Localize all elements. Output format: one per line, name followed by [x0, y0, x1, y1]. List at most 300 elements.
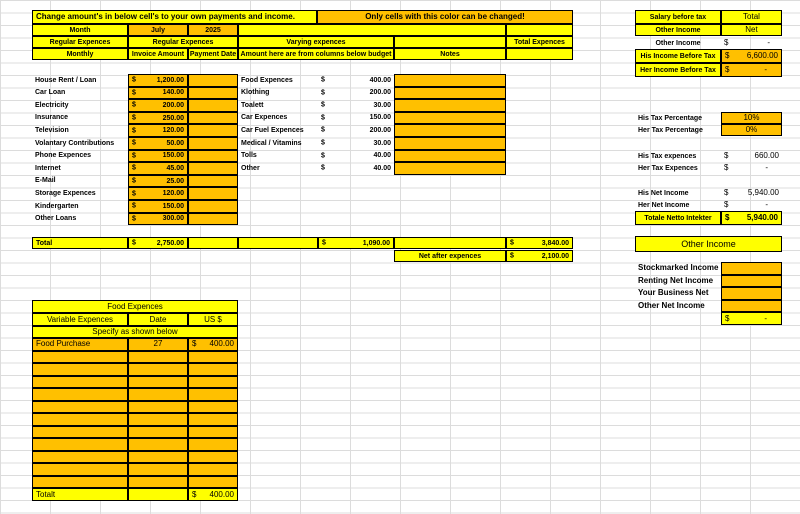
monthly-header — [32, 48, 128, 60]
varying-expence-amount — [318, 137, 394, 149]
varying-expence-label-text: Medical / Vitamins — [241, 139, 302, 147]
her-net-value: - — [765, 200, 768, 209]
food-amount-input[interactable] — [188, 351, 238, 364]
instruction-text: Change amount's in below cell's to your own payments and income. — [36, 12, 295, 21]
varying-note-input[interactable] — [394, 162, 506, 175]
food-total-label-cell — [32, 488, 128, 501]
her-tax-value-cell — [721, 162, 782, 174]
other-income-value-cell — [721, 37, 782, 49]
total-expences-header — [506, 36, 573, 48]
regular-expence-amount-text: 120.00 — [162, 190, 184, 198]
his-tax-pct-value: 10% — [743, 113, 760, 122]
varying-expence-amount-text: 30.00 — [373, 139, 391, 147]
food-item-input[interactable] — [32, 451, 128, 464]
food-col1-label: Variable Expences — [46, 314, 114, 324]
regular-total-value: 2,750.00 — [156, 239, 184, 247]
other-income-total-value: - — [764, 313, 767, 323]
currency-symbol: $ — [725, 313, 730, 323]
currency-symbol: $ — [132, 190, 136, 198]
varying-note-input[interactable] — [394, 124, 506, 137]
other-income-row-label — [635, 287, 721, 300]
regular-expence-label-text: Internet — [35, 164, 61, 172]
payment-date-input[interactable] — [188, 99, 238, 112]
his-tax-label: His Tax expences — [638, 152, 697, 160]
varying-note-input[interactable] — [394, 87, 506, 100]
regular-expence-amount[interactable] — [128, 124, 188, 137]
payment-date-input[interactable] — [188, 162, 238, 175]
varying-expence-amount — [318, 87, 394, 99]
regular-expence-label-text: Other Loans — [35, 215, 77, 223]
total-blank-cell — [394, 237, 506, 249]
regular-expence-label-text: Electricity — [35, 101, 69, 109]
salary-total-label: Total — [743, 12, 760, 21]
her-tax-pct-value: 0% — [745, 125, 758, 134]
regular-expence-label — [32, 99, 128, 111]
varying-expence-label-text: Car Expences — [241, 114, 288, 122]
varying-expence-amount-text: 40.00 — [373, 164, 391, 172]
food-item-input[interactable] — [32, 438, 128, 451]
net-after-label-cell — [394, 250, 506, 262]
other-income-input[interactable] — [721, 275, 782, 288]
currency-symbol: $ — [132, 177, 136, 185]
year-input-cell[interactable] — [188, 24, 238, 36]
other-income-row-label-text: Your Business Net — [638, 288, 709, 298]
regular-expence-amount-text: 50.00 — [166, 139, 184, 147]
currency-symbol: $ — [132, 101, 136, 109]
currency-symbol: $ — [132, 114, 136, 122]
regular-expence-amount-text: 45.00 — [166, 164, 184, 172]
regular-expence-label — [32, 74, 128, 86]
food-amount-input[interactable] — [188, 388, 238, 401]
currency-symbol: $ — [321, 126, 325, 134]
month-input-cell[interactable] — [128, 24, 188, 36]
year-value: 2025 — [205, 26, 221, 34]
regular-expences-header-2 — [128, 36, 238, 48]
food-title: Food Expences — [107, 301, 163, 311]
regular-expence-label — [32, 137, 128, 149]
currency-symbol: $ — [321, 139, 325, 147]
food-date-input[interactable] — [128, 338, 188, 351]
his-net-value: 5,940.00 — [747, 188, 779, 197]
food-date-input[interactable] — [128, 351, 188, 364]
his-tax-pct-label: His Tax Percentage — [638, 114, 703, 122]
food-amount-input[interactable] — [188, 426, 238, 439]
food-amount-input[interactable] — [188, 338, 238, 351]
her-net-label-cell — [635, 199, 721, 211]
his-tax-label-cell — [635, 150, 721, 162]
varying-expence-label — [238, 124, 318, 136]
varying-expence-amount-text: 200.00 — [369, 89, 391, 97]
his-net-label-cell — [635, 187, 721, 199]
total-net-value-cell — [721, 211, 782, 225]
his-tax-pct-input-cell[interactable] — [721, 112, 782, 124]
regular-expence-amount-text: 150.00 — [162, 202, 184, 210]
currency-symbol: $ — [321, 89, 325, 97]
currency-symbol: $ — [321, 101, 325, 109]
invoice-amount-header — [128, 48, 188, 60]
varying-note-input[interactable] — [394, 74, 506, 87]
regular-expence-amount[interactable] — [128, 137, 188, 150]
other-income-row-label — [635, 262, 721, 275]
food-date-input[interactable] — [128, 426, 188, 439]
instruction-banner — [32, 10, 317, 24]
food-date-input[interactable] — [128, 438, 188, 451]
regular-expence-label — [32, 187, 128, 199]
her-tax-label: Her Tax Expences — [638, 164, 698, 172]
his-tax-value-cell — [721, 150, 782, 162]
currency-symbol: $ — [510, 252, 514, 260]
food-col-date — [128, 313, 188, 326]
her-net-label: Her Net Income — [638, 201, 690, 209]
column-header-text: Total Expences — [514, 38, 565, 46]
regular-expence-amount[interactable] — [128, 200, 188, 213]
regular-expence-label-text: House Rent / Loan — [35, 76, 97, 84]
varying-expence-label-text: Tolls — [241, 152, 257, 160]
her-income-label-cell — [635, 63, 721, 77]
food-item-input-text: Food Purchase — [36, 339, 91, 349]
varying-expence-amount — [318, 162, 394, 174]
currency-symbol: $ — [132, 89, 136, 97]
regular-expence-amount-text: 25.00 — [166, 177, 184, 185]
net-after-value-cell — [506, 250, 573, 262]
currency-symbol: $ — [725, 65, 730, 74]
notes-header — [394, 48, 506, 60]
regular-expence-amount-text: 200.00 — [162, 101, 184, 109]
other-income-input[interactable] — [721, 300, 782, 313]
food-amount-input[interactable] — [188, 463, 238, 476]
regular-expence-label — [32, 200, 128, 212]
currency-symbol: $ — [322, 239, 326, 247]
other-income-panel-title — [635, 236, 782, 252]
total-expences-cell — [506, 237, 573, 249]
regular-expence-amount-text: 300.00 — [162, 215, 184, 223]
varying-expence-label — [238, 74, 318, 86]
regular-expence-label-text: Television — [35, 126, 69, 134]
payment-date-input[interactable] — [188, 112, 238, 125]
food-item-input[interactable] — [32, 463, 128, 476]
his-net-value-cell — [721, 187, 782, 199]
currency-symbol: $ — [725, 213, 730, 222]
regular-expence-label — [32, 112, 128, 124]
payment-date-input[interactable] — [188, 137, 238, 150]
her-tax-value: - — [765, 163, 768, 172]
varying-expence-amount-text: 30.00 — [373, 101, 391, 109]
header-blank-cell — [394, 36, 506, 48]
regular-expence-label — [32, 87, 128, 99]
varying-expence-label — [238, 87, 318, 99]
varying-expence-label-text: Other — [241, 164, 260, 172]
currency-symbol: $ — [510, 239, 514, 247]
regular-expence-amount[interactable] — [128, 74, 188, 87]
total-label-cell — [32, 237, 128, 249]
her-income-input-cell[interactable] — [721, 63, 782, 77]
food-amount-input[interactable] — [188, 413, 238, 426]
regular-expence-label-text: Insurance — [35, 114, 69, 122]
regular-expence-label-text: Volantary Contributions — [35, 139, 115, 147]
header-blank-cell — [506, 48, 573, 60]
varying-expence-amount — [318, 112, 394, 124]
varying-note-input[interactable] — [394, 137, 506, 150]
food-total-value: 400.00 — [209, 489, 234, 499]
editable-color-note — [317, 10, 573, 24]
other-income-row-label-text: Other Net Income — [638, 300, 705, 310]
header-blank-cell — [506, 24, 573, 36]
payment-date-input[interactable] — [188, 200, 238, 213]
regular-expence-label-text: Storage Expences — [35, 189, 96, 197]
food-item-input[interactable] — [32, 401, 128, 414]
food-item-input[interactable] — [32, 426, 128, 439]
salary-header-left — [635, 10, 721, 24]
her-tax-pct-label: Her Tax Percentage — [638, 126, 703, 134]
payment-date-input[interactable] — [188, 124, 238, 137]
varying-expence-label — [238, 162, 318, 174]
food-date-input[interactable] — [128, 388, 188, 401]
food-amount-input-text: 400.00 — [209, 339, 234, 349]
net-label: Net — [745, 25, 758, 34]
varying-expence-label-text: Klothing — [241, 89, 270, 97]
currency-symbol: $ — [724, 163, 729, 172]
regular-expence-label — [32, 124, 128, 136]
amount-note-header — [238, 48, 394, 60]
varying-expences-header — [238, 36, 394, 48]
currency-symbol: $ — [321, 114, 325, 122]
food-col-variable — [32, 313, 128, 326]
food-amount-input[interactable] — [188, 438, 238, 451]
regular-expence-amount-text: 150.00 — [162, 152, 184, 160]
food-amount-input[interactable] — [188, 363, 238, 376]
food-amount-input[interactable] — [188, 451, 238, 464]
total-blank-cell — [238, 237, 318, 249]
currency-symbol: $ — [724, 200, 729, 209]
varying-expence-label — [238, 99, 318, 111]
food-item-input[interactable] — [32, 363, 128, 376]
month-label-cell — [32, 24, 128, 36]
other-income-row-label — [635, 300, 721, 313]
total-blank-cell — [188, 237, 238, 249]
her-tax-pct-input-cell[interactable] — [721, 124, 782, 136]
other-income-row-label-text: Stockmarked Income — [638, 263, 719, 273]
food-item-input[interactable] — [32, 376, 128, 389]
varying-expence-amount — [318, 99, 394, 111]
currency-symbol: $ — [132, 139, 136, 147]
other-income-row-label-cell — [635, 37, 721, 49]
varying-note-input[interactable] — [394, 99, 506, 112]
food-total-blank — [128, 488, 188, 501]
her-income-label: Her Income Before Tax — [640, 66, 716, 74]
total-net-value: 5,940.00 — [746, 213, 778, 222]
her-tax-label-cell — [635, 162, 721, 174]
regular-expences-header-1 — [32, 36, 128, 48]
payment-date-input[interactable] — [188, 87, 238, 100]
food-date-input[interactable] — [128, 413, 188, 426]
other-income-row-label — [635, 275, 721, 288]
regular-expence-label — [32, 175, 128, 187]
total-expences-value: 3,840.00 — [541, 239, 569, 247]
his-tax-pct-label-cell — [635, 112, 721, 124]
varying-expence-amount-text: 400.00 — [369, 76, 391, 84]
her-income-value: - — [764, 65, 767, 74]
total-label: Total — [36, 239, 53, 247]
column-header-text: Varying expences — [286, 38, 346, 46]
currency-symbol: $ — [321, 164, 325, 172]
total-net-label: Totale Netto Intekter — [644, 214, 712, 222]
regular-expence-label — [32, 150, 128, 162]
food-date-input[interactable] — [128, 363, 188, 376]
varying-expence-amount — [318, 150, 394, 162]
his-income-label-cell — [635, 49, 721, 63]
food-amount-input[interactable] — [188, 401, 238, 414]
food-col2-label: Date — [149, 314, 167, 324]
varying-expence-amount-text: 40.00 — [373, 152, 391, 160]
varying-expence-amount — [318, 124, 394, 136]
total-net-label-cell — [635, 211, 721, 225]
currency-symbol: $ — [132, 76, 136, 84]
regular-expence-label-text: Car Loan — [35, 89, 66, 97]
regular-expence-label-text: Kindergarten — [35, 202, 79, 210]
her-tax-pct-label-cell — [635, 124, 721, 136]
food-col3-label: US $ — [204, 314, 222, 324]
currency-symbol: $ — [132, 215, 136, 223]
food-amount-input[interactable] — [188, 376, 238, 389]
varying-expence-label — [238, 112, 318, 124]
editable-note-text: Only cells with this color can be changed! — [365, 12, 525, 21]
net-after-label: Net after expences — [418, 252, 482, 260]
regular-expence-amount[interactable] — [128, 112, 188, 125]
currency-symbol: $ — [724, 151, 729, 160]
his-income-input-cell[interactable] — [721, 49, 782, 63]
currency-symbol: $ — [724, 188, 729, 197]
regular-expence-label-text: E-Mail — [35, 177, 56, 185]
regular-expence-amount-text: 250.00 — [162, 114, 184, 122]
currency-symbol: $ — [132, 202, 136, 210]
food-col-amount — [188, 313, 238, 326]
varying-expence-amount-text: 150.00 — [369, 114, 391, 122]
column-header-text: Payment Date — [189, 50, 237, 58]
payment-date-input[interactable] — [188, 175, 238, 188]
other-income-label: Other Income — [655, 26, 701, 34]
column-header-text: Invoice Amount — [131, 50, 185, 58]
varying-expence-amount-text: 200.00 — [369, 126, 391, 134]
varying-total-cell — [318, 237, 394, 249]
food-item-input[interactable] — [32, 476, 128, 489]
currency-symbol: $ — [192, 339, 197, 349]
other-income-title: Other Income — [681, 238, 736, 249]
regular-expence-amount-text: 1,200.00 — [156, 76, 184, 84]
payment-date-input[interactable] — [188, 150, 238, 163]
food-item-input[interactable] — [32, 413, 128, 426]
food-item-input[interactable] — [32, 388, 128, 401]
month-value: July — [150, 26, 165, 34]
food-spec-row — [32, 326, 238, 338]
payment-date-header — [188, 48, 238, 60]
header-blank-cell — [238, 24, 506, 36]
currency-symbol: $ — [725, 51, 730, 60]
food-table-title — [32, 300, 238, 313]
food-total-label: Totalt — [36, 489, 56, 499]
his-tax-value: 660.00 — [754, 151, 779, 160]
column-header-text: Amount here are from columns below budget — [240, 50, 392, 58]
column-header-text: Notes — [440, 50, 460, 58]
other-income-row-label: Other Income — [655, 39, 701, 47]
regular-expence-label — [32, 162, 128, 174]
regular-expence-amount[interactable] — [128, 99, 188, 112]
food-date-input[interactable] — [128, 376, 188, 389]
currency-symbol: $ — [321, 76, 325, 84]
regular-expence-amount[interactable] — [128, 150, 188, 163]
food-amount-input[interactable] — [188, 476, 238, 489]
other-income-input[interactable] — [721, 262, 782, 275]
net-label-cell — [721, 24, 782, 36]
food-item-input[interactable] — [32, 338, 128, 351]
food-date-input[interactable] — [128, 401, 188, 414]
salary-header-right — [721, 10, 782, 24]
salary-header-label: Salary before tax — [649, 13, 707, 21]
food-date-input[interactable] — [128, 476, 188, 489]
her-net-value-cell — [721, 199, 782, 211]
his-income-label: His Income Before Tax — [640, 52, 716, 60]
payment-date-input[interactable] — [188, 213, 238, 226]
regular-expence-label — [32, 213, 128, 225]
his-income-value: 6,600.00 — [746, 51, 778, 60]
food-date-input[interactable] — [128, 463, 188, 476]
regular-expence-amount-text: 140.00 — [162, 89, 184, 97]
currency-symbol: $ — [132, 127, 136, 135]
food-item-input[interactable] — [32, 351, 128, 364]
currency-symbol: $ — [132, 152, 136, 160]
food-date-input[interactable] — [128, 451, 188, 464]
food-spec-text: Specify as shown below — [92, 327, 178, 336]
regular-total-cell — [128, 237, 188, 249]
regular-expence-amount[interactable] — [128, 213, 188, 226]
varying-expence-label-text: Toalett — [241, 101, 264, 109]
column-header-text: Regular Expences — [152, 38, 214, 46]
regular-expence-label-text: Phone Expences — [35, 152, 92, 160]
varying-total-value: 1,090.00 — [362, 239, 390, 247]
currency-symbol: $ — [192, 489, 197, 499]
currency-symbol: $ — [132, 164, 136, 172]
food-date-input-text: 27 — [153, 339, 163, 349]
varying-note-input[interactable] — [394, 112, 506, 125]
net-after-value: 2,100.00 — [541, 252, 569, 260]
column-header-text: Regular Expences — [49, 38, 111, 46]
varying-expence-label-text: Food Expences — [241, 76, 293, 84]
other-income-row-label-text: Renting Net Income — [638, 275, 714, 285]
his-net-label: His Net Income — [638, 189, 689, 197]
varying-expence-label-text: Car Fuel Expences — [241, 126, 304, 134]
column-header-text: Monthly — [66, 50, 94, 58]
regular-expence-amount[interactable] — [128, 175, 188, 188]
other-income-value: - — [767, 38, 770, 47]
regular-expence-amount[interactable] — [128, 187, 188, 200]
other-income-total-cell — [721, 312, 782, 325]
regular-expence-amount-text: 120.00 — [162, 127, 184, 135]
currency-symbol: $ — [724, 38, 729, 47]
regular-expence-amount[interactable] — [128, 87, 188, 100]
other-income-label-cell — [635, 24, 721, 36]
currency-symbol: $ — [321, 152, 325, 160]
varying-expence-label — [238, 150, 318, 162]
payment-date-input[interactable] — [188, 74, 238, 87]
currency-symbol: $ — [132, 239, 136, 247]
payment-date-input[interactable] — [188, 187, 238, 200]
regular-expence-amount[interactable] — [128, 162, 188, 175]
food-total-value-cell — [188, 488, 238, 501]
varying-expence-amount — [318, 74, 394, 86]
other-income-input[interactable] — [721, 287, 782, 300]
month-label: Month — [69, 26, 91, 34]
varying-expence-label — [238, 137, 318, 149]
varying-note-input[interactable] — [394, 150, 506, 163]
